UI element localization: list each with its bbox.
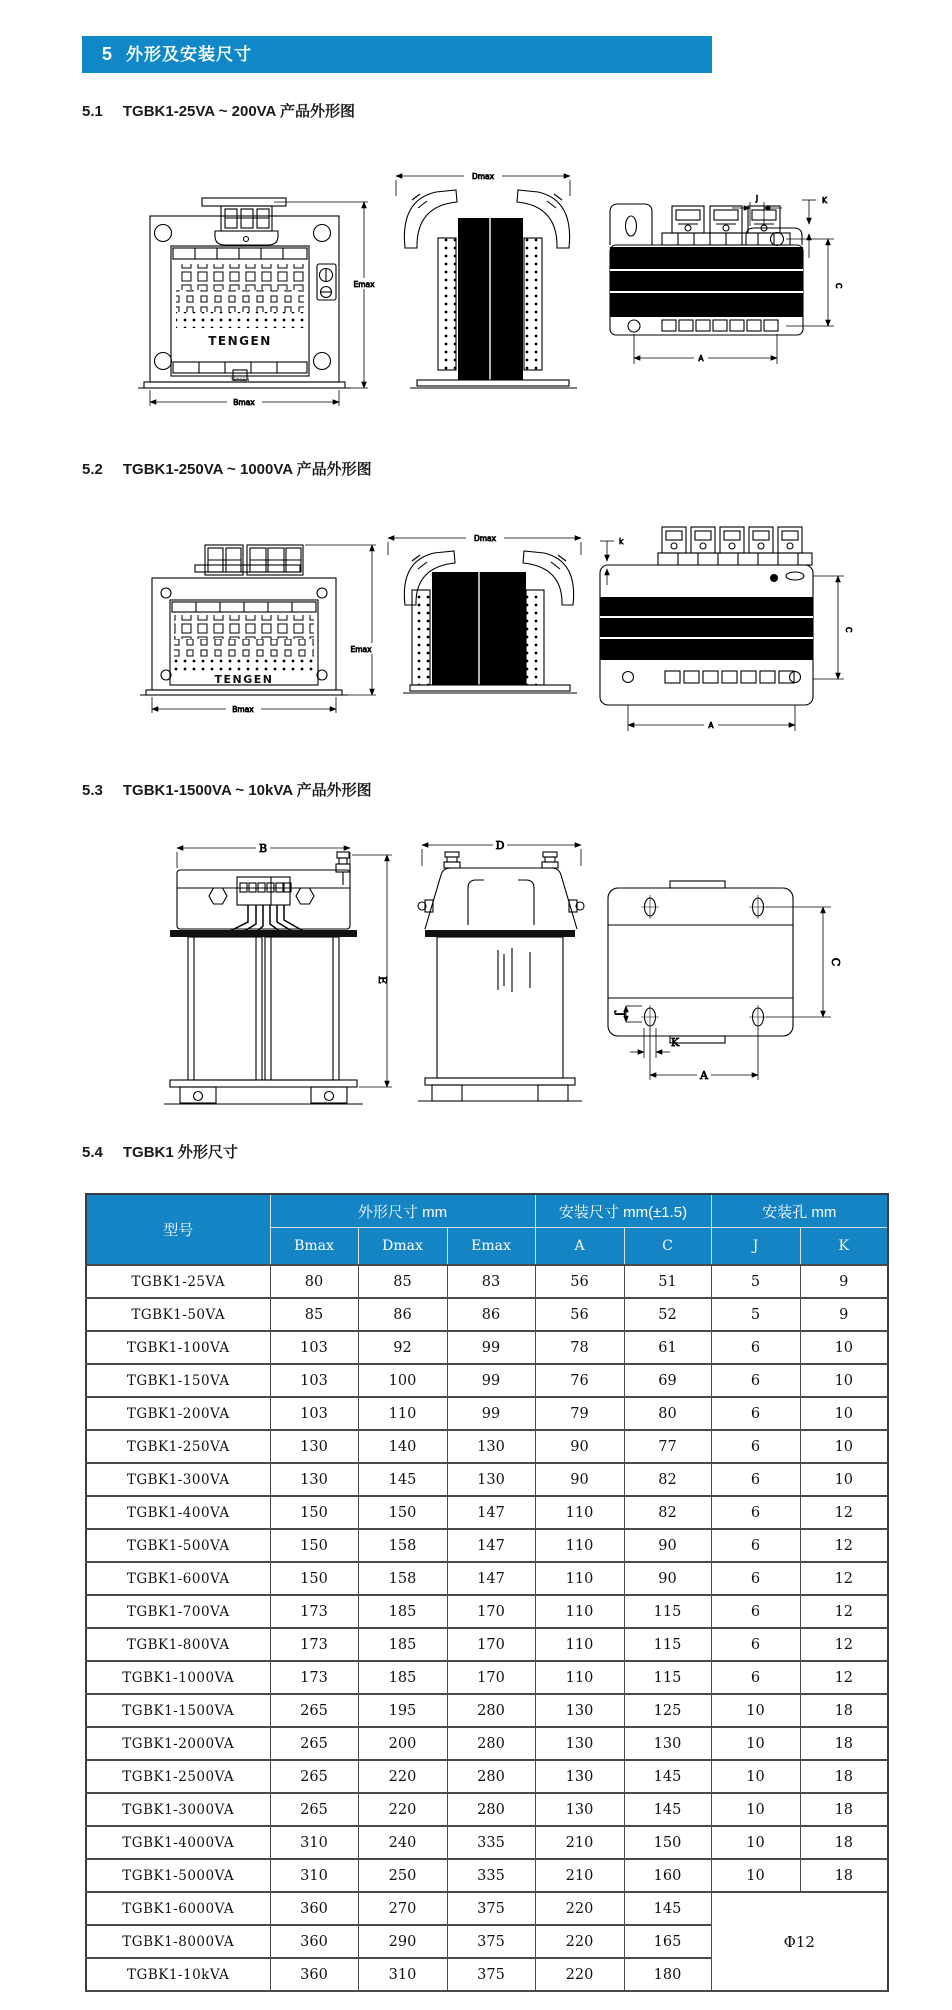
cell-value: 150 [624,1826,711,1859]
table-row [86,1793,888,1826]
cell-value: 10 [711,1760,800,1793]
cell-value: 10 [711,1826,800,1859]
cell-value: 335 [447,1826,535,1859]
cell-value: 99 [447,1397,535,1430]
cell-value: 110 [535,1661,624,1694]
mounting-plate-view-5-3 [608,881,793,1043]
cell-value: 375 [447,1958,535,1991]
cell-value: 173 [270,1595,358,1628]
cell-hole-merged: Φ12 [711,1892,888,1991]
cell-value: 130 [535,1694,624,1727]
label-k: k [619,537,624,546]
th-group-install: 安装尺寸 mm(±1.5) [535,1194,711,1228]
heading-number: 5.3 [82,782,103,799]
cell-value: 170 [447,1628,535,1661]
th-group-hole: 安装孔 mm [711,1194,888,1228]
cell-value: 82 [624,1496,711,1529]
cell-value: 56 [535,1265,624,1298]
label-emax: Emax [353,280,375,289]
label-b: B [258,842,268,855]
cell-value: 115 [624,1661,711,1694]
side-view-5-2 [403,551,577,693]
cell-value: 10 [711,1793,800,1826]
cell-value: 10 [711,1694,800,1727]
cell-value: 90 [535,1463,624,1496]
cell-value: 12 [800,1529,888,1562]
cell-model: TGBK1-50VA [86,1298,270,1331]
cell-value: 76 [535,1364,624,1397]
cell-model: TGBK1-4000VA [86,1826,270,1859]
cell-value: 82 [624,1463,711,1496]
cell-value: 110 [358,1397,447,1430]
heading-text: TGBK1-1500VA ~ 10kVA 产品外形图 [122,782,372,799]
label-a: A [700,1069,708,1082]
cell-value: 12 [800,1496,888,1529]
cell-value: 290 [358,1925,447,1958]
th-dmax: Dmax [358,1228,447,1266]
table-row [86,1397,888,1430]
cell-value: 110 [535,1529,624,1562]
label-bmax: Bmax [233,398,255,407]
label-c: C [829,957,842,967]
front-view-5-2 [140,545,348,695]
cell-model: TGBK1-3000VA [86,1793,270,1826]
cell-value: 265 [270,1694,358,1727]
cell-value: 185 [358,1595,447,1628]
cell-value: 6 [711,1331,800,1364]
table-row [86,1826,888,1859]
table-row [86,1661,888,1694]
cell-value: 18 [800,1793,888,1826]
cell-value: 270 [358,1892,447,1925]
cell-value: 103 [270,1397,358,1430]
cell-value: 280 [447,1793,535,1826]
cell-value: 9 [800,1265,888,1298]
cell-model: TGBK1-150VA [86,1364,270,1397]
cell-value: 103 [270,1331,358,1364]
cell-value: 220 [358,1793,447,1826]
cell-value: 12 [800,1661,888,1694]
cell-value: 69 [624,1364,711,1397]
label-e: E [376,975,389,985]
drawing-5-2 [100,505,900,740]
cell-value: 265 [270,1760,358,1793]
cell-value: 110 [535,1496,624,1529]
cell-value: 10 [711,1859,800,1892]
label-a: A [708,721,714,730]
cell-value: 9 [800,1298,888,1331]
dim-cjka-5-3 [614,907,842,1082]
cell-value: 85 [358,1265,447,1298]
dim-bmax-5-2 [152,697,336,714]
heading-5-2 [82,458,372,479]
label-c: C [844,627,853,633]
cell-value: 360 [270,1958,358,1991]
th-group-outline: 外形尺寸 mm [270,1194,535,1228]
side-view-5-1 [404,190,577,388]
label-k: K [671,1036,680,1049]
label-j: J [755,194,759,203]
table-row [86,1859,888,1892]
table-row [86,1694,888,1727]
heading-5-1 [82,100,355,121]
cell-value: 79 [535,1397,624,1430]
cell-value: 200 [358,1727,447,1760]
drawing-5-3 [100,830,900,1120]
cell-value: 103 [270,1364,358,1397]
cell-value: 6 [711,1364,800,1397]
table-row [86,1496,888,1529]
table-row [86,1298,888,1331]
cell-value: 130 [535,1793,624,1826]
cell-value: 110 [535,1595,624,1628]
cell-value: 10 [800,1331,888,1364]
cell-value: 6 [711,1628,800,1661]
cell-value: 310 [358,1958,447,1991]
cell-value: 18 [800,1826,888,1859]
cell-value: 80 [624,1397,711,1430]
section-number: 5 [102,44,113,64]
cell-value: 100 [358,1364,447,1397]
cell-value: 250 [358,1859,447,1892]
table-row [86,1265,888,1298]
table-row [86,1331,888,1364]
cell-value: 56 [535,1298,624,1331]
table-row [86,1529,888,1562]
th-k: K [800,1228,888,1266]
heading-text: TGBK1-250VA ~ 1000VA 产品外形图 [122,461,372,478]
cell-value: 86 [447,1298,535,1331]
dim-b-5-3 [177,841,350,868]
cell-model: TGBK1-400VA [86,1496,270,1529]
cell-value: 145 [624,1793,711,1826]
dim-e-5-3 [352,855,392,1087]
cell-value: 12 [800,1595,888,1628]
cell-value: 170 [447,1595,535,1628]
section-banner [82,36,712,73]
cell-value: 240 [358,1826,447,1859]
cell-value: 210 [535,1826,624,1859]
heading-number: 5.4 [82,1144,103,1161]
cell-model: TGBK1-100VA [86,1331,270,1364]
cell-model: TGBK1-1000VA [86,1661,270,1694]
cell-value: 130 [270,1430,358,1463]
heading-5-4 [82,1141,238,1162]
cell-value: 12 [800,1628,888,1661]
heading-text: TGBK1 外形尺寸 [122,1144,238,1161]
cell-value: 147 [447,1562,535,1595]
table-row [86,1562,888,1595]
cell-value: 130 [447,1463,535,1496]
cell-value: 145 [358,1463,447,1496]
cell-value: 6 [711,1661,800,1694]
label-emax: Emax [350,645,372,654]
cell-value: 173 [270,1661,358,1694]
cell-value: 220 [535,1925,624,1958]
cell-value: 375 [447,1892,535,1925]
cell-model: TGBK1-5000VA [86,1859,270,1892]
cell-value: 220 [535,1892,624,1925]
table-row [86,1364,888,1397]
th-c: C [624,1228,711,1266]
cell-value: 158 [358,1562,447,1595]
brand-text: TENGEN [208,334,272,348]
cell-value: 12 [800,1562,888,1595]
cell-value: 145 [624,1760,711,1793]
cell-value: 180 [624,1958,711,1991]
cell-model: TGBK1-600VA [86,1562,270,1595]
section-title: 外形及安装尺寸 [126,45,253,64]
cell-value: 80 [270,1265,358,1298]
dim-bmax-5-1 [150,390,339,407]
cell-value: 99 [447,1331,535,1364]
table-body [86,1265,888,1991]
cell-value: 10 [800,1364,888,1397]
cell-value: 18 [800,1859,888,1892]
cell-value: 150 [358,1496,447,1529]
table-row [86,1628,888,1661]
cell-value: 265 [270,1793,358,1826]
label-bmax: Bmax [232,705,254,714]
cell-model: TGBK1-8000VA [86,1925,270,1958]
cell-value: 280 [447,1694,535,1727]
cell-value: 150 [270,1529,358,1562]
cell-value: 61 [624,1331,711,1364]
cell-value: 210 [535,1859,624,1892]
label-dmax: Dmax [471,172,495,181]
cell-value: 10 [800,1463,888,1496]
cell-value: 150 [270,1562,358,1595]
table-row [86,1727,888,1760]
cell-value: 99 [447,1364,535,1397]
front-view-5-1 [138,198,351,388]
cell-value: 195 [358,1694,447,1727]
th-model: 型号 [86,1194,270,1265]
dim-emax-5-2 [305,545,377,695]
cell-model: TGBK1-250VA [86,1430,270,1463]
cell-value: 335 [447,1859,535,1892]
cell-value: 6 [711,1496,800,1529]
cell-value: 18 [800,1694,888,1727]
cell-model: TGBK1-10kVA [86,1958,270,1991]
cell-value: 130 [447,1430,535,1463]
label-k: K [822,196,827,205]
cell-value: 130 [270,1463,358,1496]
cell-value: 125 [624,1694,711,1727]
cell-value: 280 [447,1760,535,1793]
cell-value: 10 [711,1727,800,1760]
th-emax: Emax [447,1228,535,1266]
brand-text: TENGEN [214,673,274,686]
cell-value: 90 [624,1562,711,1595]
label-a: A [698,354,704,363]
cell-value: 86 [358,1298,447,1331]
cell-value: 6 [711,1595,800,1628]
cell-model: TGBK1-800VA [86,1628,270,1661]
cell-value: 147 [447,1529,535,1562]
cell-value: 115 [624,1628,711,1661]
cell-value: 310 [270,1859,358,1892]
cell-value: 170 [447,1661,535,1694]
dim-dmax-5-2 [388,532,581,555]
heading-number: 5.2 [82,461,103,478]
cell-value: 18 [800,1727,888,1760]
cell-value: 130 [535,1727,624,1760]
cell-value: 90 [535,1430,624,1463]
cell-value: 6 [711,1562,800,1595]
th-j: J [711,1228,800,1266]
cell-value: 51 [624,1265,711,1298]
cell-model: TGBK1-200VA [86,1397,270,1430]
rear-view-5-1 [610,204,803,335]
heading-5-3 [82,779,372,800]
cell-value: 5 [711,1298,800,1331]
label-d: D [495,839,505,852]
table-row [86,1430,888,1463]
cell-value: 78 [535,1331,624,1364]
cell-value: 158 [358,1529,447,1562]
cell-model: TGBK1-6000VA [86,1892,270,1925]
cell-value: 165 [624,1925,711,1958]
cell-value: 10 [800,1430,888,1463]
cell-value: 150 [270,1496,358,1529]
cell-value: 220 [358,1760,447,1793]
cell-value: 5 [711,1265,800,1298]
th-bmax: Bmax [270,1228,358,1266]
cell-value: 18 [800,1760,888,1793]
cell-value: 6 [711,1397,800,1430]
drawing-5-1 [100,140,890,410]
cell-value: 92 [358,1331,447,1364]
cell-value: 280 [447,1727,535,1760]
cell-value: 375 [447,1925,535,1958]
cell-model: TGBK1-25VA [86,1265,270,1298]
table-row [86,1760,888,1793]
cell-value: 10 [800,1397,888,1430]
cell-value: 6 [711,1529,800,1562]
cell-value: 6 [711,1463,800,1496]
cell-model: TGBK1-500VA [86,1529,270,1562]
cell-model: TGBK1-1500VA [86,1694,270,1727]
th-a: A [535,1228,624,1266]
dim-dmax-5-1 [396,170,570,196]
cell-value: 360 [270,1892,358,1925]
cell-value: 110 [535,1562,624,1595]
cell-value: 185 [358,1628,447,1661]
cell-value: 360 [270,1925,358,1958]
cell-value: 90 [624,1529,711,1562]
cell-value: 265 [270,1727,358,1760]
rear-view-5-2 [600,527,813,705]
heading-number: 5.1 [82,103,103,120]
side-view-5-3 [418,852,584,1101]
cell-value: 115 [624,1595,711,1628]
cell-model: TGBK1-2500VA [86,1760,270,1793]
heading-text: TGBK1-25VA ~ 200VA 产品外形图 [122,103,356,120]
cell-value: 220 [535,1958,624,1991]
cell-value: 185 [358,1661,447,1694]
label-dmax: Dmax [473,534,497,543]
table-row [86,1463,888,1496]
cell-value: 140 [358,1430,447,1463]
cell-value: 160 [624,1859,711,1892]
cell-model: TGBK1-700VA [86,1595,270,1628]
cell-value: 130 [624,1727,711,1760]
cell-value: 52 [624,1298,711,1331]
cell-model: TGBK1-300VA [86,1463,270,1496]
cell-model: TGBK1-2000VA [86,1727,270,1760]
cell-value: 147 [447,1496,535,1529]
cell-value: 83 [447,1265,535,1298]
cell-value: 110 [535,1628,624,1661]
cell-value: 310 [270,1826,358,1859]
cell-value: 85 [270,1298,358,1331]
table-row [86,1595,888,1628]
label-j: J [614,1011,627,1017]
cell-value: 77 [624,1430,711,1463]
table-row [86,1892,888,1925]
cell-value: 130 [535,1760,624,1793]
cell-value: 145 [624,1892,711,1925]
cell-value: 6 [711,1430,800,1463]
dimension-table [85,1193,889,1992]
label-c: C [834,283,843,289]
cell-value: 173 [270,1628,358,1661]
brand-logo-text: TENGEN [230,378,250,383]
front-view-5-3 [164,852,363,1104]
